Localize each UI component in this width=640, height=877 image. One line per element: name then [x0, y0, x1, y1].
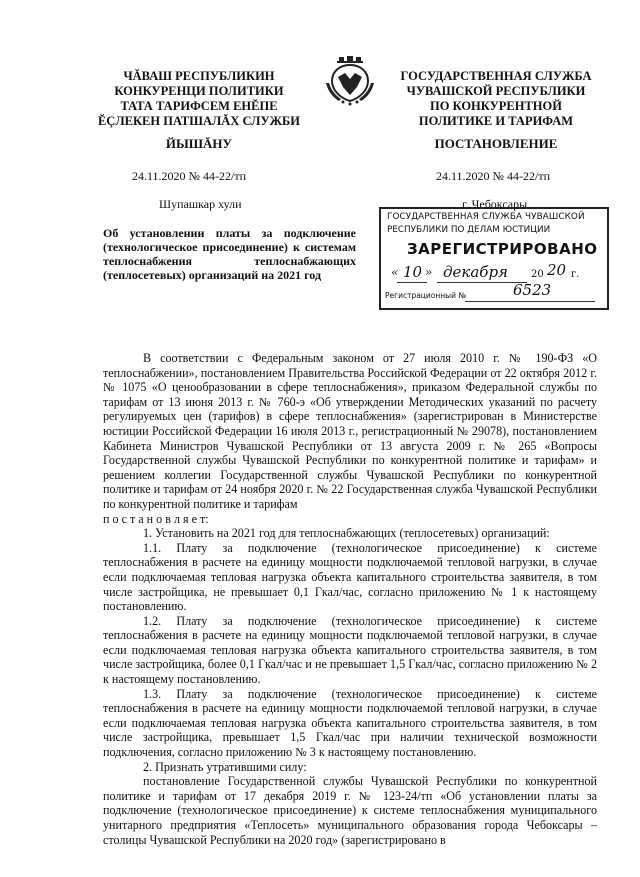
stamp-month: декабря [443, 263, 508, 281]
right-org-name [385, 69, 607, 129]
right-org-line: ПО КОНКУРЕНТНОЙ [430, 99, 562, 113]
left-org-line: ТАТА ТАРИФСЕМ ЕНĔПЕ [120, 99, 278, 113]
item-1-2: 1.2. Плату за подключение (технологическое присоединение) к системе теплоснабжения в расчете на единицу мощности подключаемой тепловой нагрузки, в случае если подключаемая тепловая нагрузка объекта капитального строительства заявителя, в том числе застройщика, более 0,1 Гкал/час и не превышает 1,5 Гкал/час, согласно приложению № 2 к настоящему постановлению. [103, 613, 597, 687]
left-org-name [88, 69, 310, 129]
registration-stamp [379, 207, 609, 310]
left-org-line: КОНКУРЕНЦИ ПОЛИТИКИ [114, 84, 284, 98]
left-org-line: ĔÇЛЕКЕН ПАТШАЛĂХ СЛУЖБИ [97, 114, 301, 128]
stamp-reg-label: Регистрационный № [385, 291, 467, 300]
right-city: г. Чебоксары [462, 197, 528, 211]
right-org-line: ЧУВАШСКОЙ РЕСПУБЛИКИ [406, 84, 586, 98]
stamp-year-prefix: 20 [531, 269, 544, 280]
preamble-paragraph: В соответствии с Федеральным законом от 27 июля 2010 г. № 190-ФЗ «О теплоснабжении», постановлением Правительства Российской Федерации от 22 октября 2012 г. № 1075 «О ценообразовании в сфере теплоснабжения», приказом Федеральной службы по тарифам от 13 июня 2013 г. № 760-э «Об утверждении Методических указаний по расчету регулируемых цен (тарифов) в сфере теплоснабжения» (зарегистрирован в Министерстве юстиции Российской Федерации 16 июля 2013 г., регистрационный № 29078), постановлением Кабинета Министров Чувашской Республики от 13 августа 2009 г. № 265 «Вопросы Государственной службы Чувашской Республики по конкурентной политике и тарифам» и решением коллегии Государственной службы Чувашской Республики по конкурентной политике и тарифам от 24 ноября 2020 г. № 22 Государственная служба Чувашской Республики по конкурентной политике и тарифам [103, 351, 597, 511]
stamp-line-1: ГОСУДАРСТВЕННАЯ СЛУЖБА ЧУВАШСКОЙ [387, 212, 585, 222]
document-title: Об установлении платы за подключение (технологическое присоединение) к системам теплоснабжения теплоснабжающих (теплосетевых) организаций на 2021 год [103, 226, 356, 282]
right-org-line: ГОСУДАРСТВЕННАЯ СЛУЖБА [400, 69, 592, 83]
chuvash-republic-emblem-icon [321, 55, 379, 107]
stamp-year-suffix: г. [571, 269, 580, 280]
stamp-line-2: РЕСПУБЛИКИ ПО ДЕЛАМ ЮСТИЦИИ [387, 225, 551, 235]
right-org-line: ПОЛИТИКЕ И ТАРИФАМ [418, 114, 574, 128]
item-1: 1. Установить на 2021 год для теплоснабжающих (теплосетевых) организаций: [143, 526, 550, 541]
stamp-day: 10 [403, 263, 423, 281]
item-1-3: 1.3. Плату за подключение (технологическое присоединение) к системе теплоснабжения в расчете на единицу мощности подключаемой тепловой нагрузки, в случае если подключаемая тепловая нагрузка объекта капитального строительства заявителя, в том числе застройщика, превышает 1,5 Гкал/час при наличии технической возможности подключения, согласно приложению № 3 к настоящему постановлению. [103, 686, 597, 760]
stamp-close-quote: » [425, 265, 433, 279]
document-body [103, 351, 597, 847]
stamp-year: 20 [547, 261, 567, 279]
right-doc-type: ПОСТАНОВЛЕНИЕ [434, 136, 558, 151]
stamp-open-quote: « [391, 265, 399, 279]
left-date-number: 24.11.2020 № 44-22/тп [132, 169, 246, 183]
left-doc-type: ЙЫШĂНУ [165, 136, 233, 151]
stamp-registered: ЗАРЕГИСТРИРОВАНО [407, 240, 598, 258]
item-2-text: постановление Государственной службы Чувашской Республики по конкурентной политике и тарифам от 17 декабря 2019 г. № 123-24/тп «Об установлении платы за подключение (технологическое присоединение) к системе теплоснабжения муниципального унитарного предприятия «Теплосеть» муниципального образования города Чебоксары – столицы Чувашской Республики на 2020 год» (зарегистрировано в [103, 774, 597, 847]
resolves-line: п о с т а н о в л я е т: [103, 511, 209, 526]
left-org-line: ЧĂВАШ РЕСПУБЛИКИН [123, 69, 275, 83]
left-city: Шупашкар хули [159, 197, 242, 211]
item-2: 2. Признать утратившими силу: [143, 759, 307, 774]
stamp-reg-number: 6523 [513, 281, 552, 299]
item-1-1: 1.1. Плату за подключение (технологическое присоединение) к системе теплоснабжения в расчете на единицу мощности подключаемой тепловой нагрузки, в случае если подключаемая тепловая нагрузка объекта капитального строительства заявителя, в том числе застройщика, не превышает 0,1 Гкал/час, согласно приложению № 1 к настоящему постановлению. [103, 540, 597, 614]
right-date-number: 24.11.2020 № 44-22/тп [436, 169, 550, 183]
